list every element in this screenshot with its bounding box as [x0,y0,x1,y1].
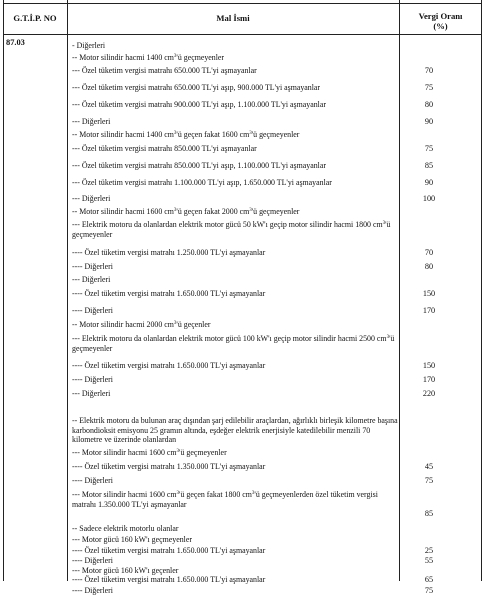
header-tax-rate-unit: (%) [433,21,448,31]
row-tax-rate: 45 [424,462,434,471]
row-description: ---- Özel tüketim vergisi matrahı 1.350.000 TL'yi aşmayanlar [72,462,266,471]
header-tax-rate-label: Vergi Oranı [418,11,463,21]
row-description: --- Özel tüketim vergisi matrahı 650.000 TL'yi aşıp, 900.000 TL'yi aşmayanlar [72,83,321,92]
row-description: --- Elektrik motoru da olanlardan elektrik motor gücü 100 kW'ı geçip motor silindir hacmi 2500 $cm^3'ü$ geçmeyenler [72,334,397,353]
row-description: -- Motor silindir hacmi 2000 $cm^3'ü$ geçenler [72,320,211,329]
row-tax-rate: 150 [422,289,436,298]
row-description: ---- Özel tüketim vergisi matrahı 1.650.000 TL'yi aşmayanlar [72,361,266,370]
row-description: --- Diğerleri [72,194,111,203]
row-tax-rate: 220 [422,389,436,398]
row-description: - Diğerleri [72,41,106,50]
row-description: --- Diğerleri [72,275,111,284]
row-description: ---- Diğerleri [72,476,113,485]
row-description: --- Motor gücü 160 kW'ı geçmeyenler [72,535,192,544]
row-description: ---- Diğerleri [72,306,113,315]
header-tax-rate [400,11,481,31]
row-tax-rate: 75 [424,83,434,92]
row-tax-rate: 90 [424,117,434,126]
table-border-right [481,0,482,581]
row-tax-rate: 90 [424,178,434,187]
row-description: --- Özel tüketim vergisi matrahı 850.000 TL'yi aşmayanlar [72,144,257,153]
row-description: --- Elektrik motoru da olanlardan elektrik motor gücü 50 kW'ı geçip motor silindir hacmi 1800 $cm^3'ü$ geçmeyenler [72,220,393,239]
row-description: -- Motor silindir hacmi 1400 $cm^3'ü$ geçen fakat 1600 $cm^3'ü$ geçmeyenler [72,130,300,139]
row-tax-rate: 170 [422,306,436,315]
row-description: -- Elektrik motoru da bulunan araç dışından şarj edilebilir araçlardan, ağırlıklı birleşik kilometre başına karbondioksit emisyonu 25 gramın altında, eşdeğer elektrik enerjisiyle katedilebilir menzili 70 kilometre ve üzerinde olanlardan [72,416,400,445]
row-description: --- Diğerleri [72,389,111,398]
row-tax-rate: 80 [424,262,434,271]
row-tax-rate: 70 [424,248,434,257]
gtip-code: 87.03 [6,38,25,47]
row-tax-rate: 150 [422,361,436,370]
row-description: --- Motor silindir hacmi 1600 $cm^3'ü$ geçmeyenler [72,448,227,457]
row-tax-rate: 25 [424,546,434,555]
row-tax-rate: 85 [424,509,434,518]
row-description: ---- Diğerleri [72,262,113,271]
row-description: --- Motor gücü 160 kW'ı geçenler [72,566,179,575]
column-divider-1 [67,0,68,581]
row-description: ---- Özel tüketim vergisi matrahı 1.250.000 TL'yi aşmayanlar [72,248,266,257]
row-description: --- Özel tüketim vergisi matrahı 1.100.000 TL'yi aşıp, 1.650.000 TL'yi aşmayanlar [72,178,332,187]
row-tax-rate: 75 [424,586,434,595]
row-description: --- Özel tüketim vergisi matrahı 650.000 TL'yi aşmayanlar [72,66,257,75]
row-tax-rate: 75 [424,144,434,153]
row-tax-rate: 80 [424,100,434,109]
row-tax-rate: 65 [424,575,434,584]
header-gtip: G.T.İ.P. NO [13,13,57,23]
row-description: -- Sadece elektrik motorlu olanlar [72,524,179,533]
row-description: -- Motor silindir hacmi 1600 $cm^3'ü$ geçen fakat 2000 $cm^3'ü$ geçmeyenler [72,207,300,216]
row-description: ---- Diğerleri [72,556,113,565]
row-description: --- Diğerleri [72,117,111,126]
header-divider [3,34,482,35]
row-description: --- Motor silindir hacmi 1600 $cm^3'ü$ geçen fakat 1800 $cm^3'ü$ geçmeyenlerden özel tüketim vergisi matrahı 1.350.000 TL'yi aşmayanlar [72,490,380,509]
row-tax-rate: 75 [424,476,434,485]
row-description: ---- Özel tüketim vergisi matrahı 1.650.000 TL'yi aşmayanlar [72,289,266,298]
column-divider-2 [399,0,400,581]
row-description: ---- Diğerleri [72,375,113,384]
row-description: ---- Özel tüketim vergisi matrahı 1.650.000 TL'yi aşmayanlar [72,575,266,584]
row-description: ---- Diğerleri [72,586,113,595]
row-description: -- Motor silindir hacmi 1400 $cm^3'ü$ geçmeyenler [72,53,225,62]
row-tax-rate: 85 [424,161,434,170]
row-tax-rate: 55 [424,556,434,565]
table-border-top [3,3,482,4]
row-description: ---- Özel tüketim vergisi matrahı 1.650.000 TL'yi aşmayanlar [72,546,266,555]
header-product-name: Mal İsmi [216,13,250,23]
row-tax-rate: 170 [422,375,436,384]
table-border-left [3,0,4,581]
row-tax-rate: 100 [422,194,436,203]
row-tax-rate: 70 [424,66,434,75]
row-description: --- Özel tüketim vergisi matrahı 850.000 TL'yi aşıp, 1.100.000 TL'yi aşmayanlar [72,161,326,170]
row-description: --- Özel tüketim vergisi matrahı 900.000 TL'yi aşıp, 1.100.000 TL'yi aşmayanlar [72,100,326,109]
